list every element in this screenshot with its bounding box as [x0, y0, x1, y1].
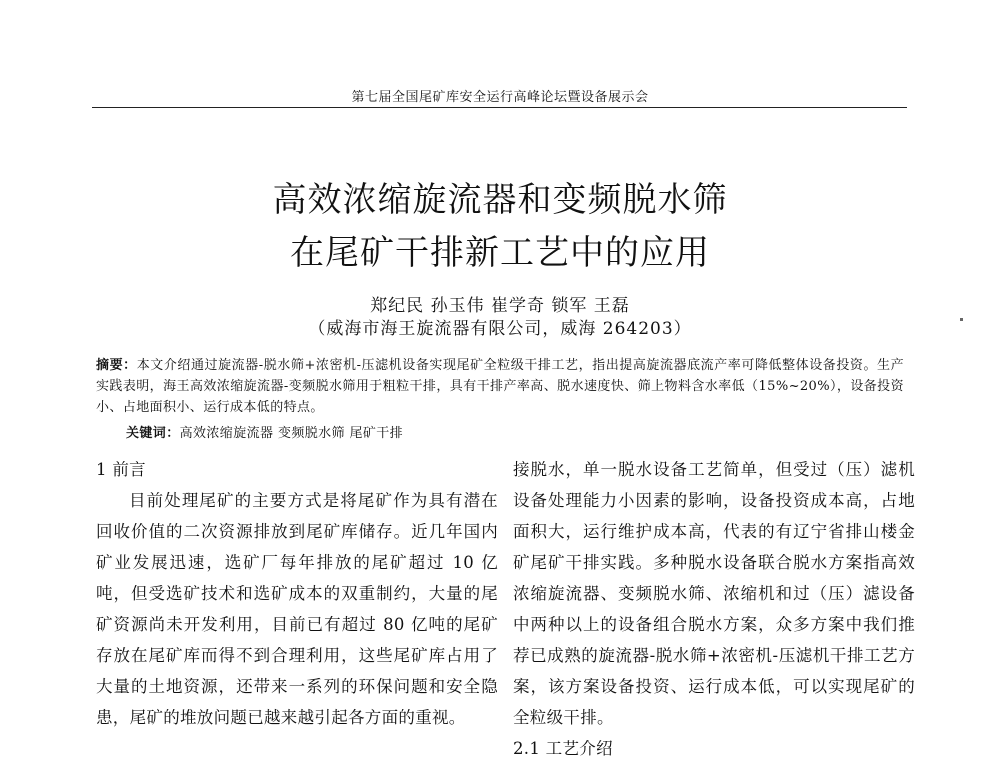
keywords [126, 422, 403, 441]
dewatering-paragraph: 接脱水，单一脱水设备工艺简单，但受过（压）滤机设备处理能力小因素的影响，设备投资成本高，占地面积大，运行维护成本高，代表的有辽宁省排山楼金矿尾矿干排实践。多种脱水设备联合脱水方案指高效浓缩旋流器、变频脱水筛、浓缩机和过（压）滤设备中两种以上的设备组合脱水方案，众多方案中我们推荐已成熟的旋流器-脱水筛+浓密机-压滤机干排工艺方案，该方案设备投资、运行成本低，可以实现尾矿的全粒级干排。 [513, 460, 915, 727]
keywords-text: 高效浓缩旋流器 变频脱水筛 尾矿干排 [179, 426, 404, 441]
left-column [96, 454, 498, 733]
abstract-text: 本文介绍通过旋流器-脱水筛+浓密机-压滤机设备实现尾矿全粒级干排工艺，指出提高旋流器底流产率可降低整体设备投资。生产实践表明，海王高效浓缩旋流器-变频脱水筛用于粗粒干排，具有干排产率高、脱水速度快、筛上物料含水率低（15%~20%），设备投资小、占地面积小、运行成本低的特点。 [96, 358, 904, 415]
affiliation: （威海市海王旋流器有限公司，威海 264203） [308, 319, 692, 339]
scan-speck [960, 318, 963, 321]
paper-title-line-1: 高效浓缩旋流器和变频脱水筛 [272, 180, 728, 220]
abstract-label: 摘要： [96, 358, 137, 373]
right-column [513, 454, 915, 764]
section-1-heading: 1 前言 [96, 460, 146, 479]
running-header: 第七届全国尾矿库安全运行高峰论坛暨设备展示会 [351, 90, 649, 105]
intro-paragraph: 目前处理尾矿的主要方式是将尾矿作为具有潜在回收价值的二次资源排放到尾矿库储存。近几年国内矿业发展迅速，选矿厂每年排放的尾矿超过 10 亿吨，但受选矿技术和选矿成本的双重制约，大量的尾矿资源尚未开发利用，目前已有超过 80 亿吨的尾矿存放在尾矿库而得不到合理利用，这些尾矿库占用了大量的土地资源，还带来一系列的环保问题和安全隐患，尾矿的堆放问题已越来越引起各方面的重视。 [96, 491, 498, 727]
section-2-1-heading: 2.1 工艺介绍 [513, 739, 613, 758]
paper-title-line-2: 在尾矿干排新工艺中的应用 [290, 233, 710, 273]
header-rule [92, 107, 907, 108]
author-list: 郑纪民 孙玉伟 崔学奇 锁军 王磊 [370, 296, 630, 316]
abstract [96, 355, 904, 418]
keywords-label: 关键词： [126, 426, 180, 441]
